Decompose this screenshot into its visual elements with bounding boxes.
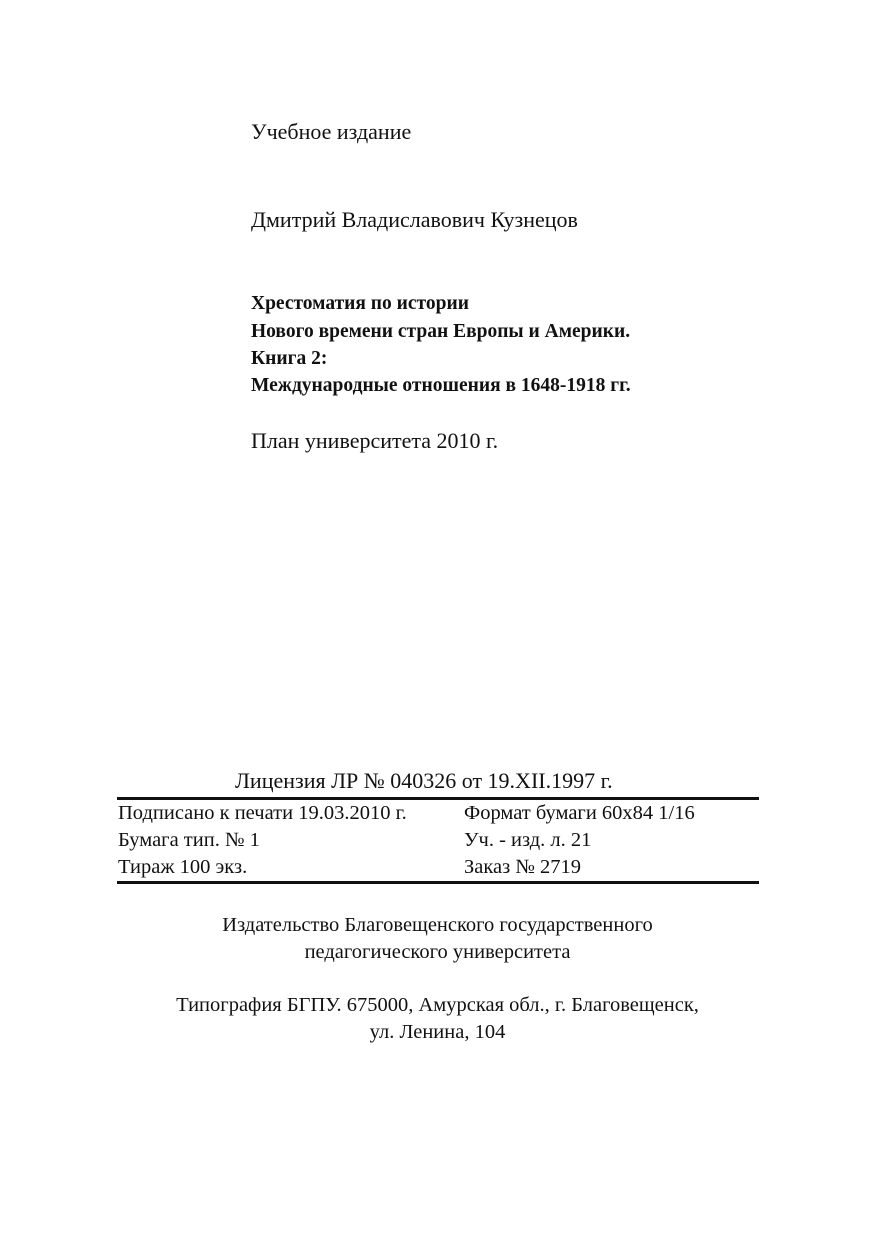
printing-house-line-1: Типография БГПУ. 675000, Амурская обл., г. Благовещенск, <box>176 994 699 1016</box>
title-line-1: Хрестоматия по истории <box>251 293 469 314</box>
printing-house-line-2: ул. Ленина, 104 <box>369 1021 506 1043</box>
author-name: Дмитрий Владиславович Кузнецов <box>251 207 578 232</box>
publisher-line-2: педагогического университета <box>304 941 571 963</box>
paper-format: Формат бумаги 60x84 1/16 <box>464 802 695 824</box>
title-line-2: Нового времени стран Европы и Америки. <box>251 321 631 342</box>
license-line: Лицензия ЛР № 040326 от 19.XII.1997 г. <box>235 768 613 793</box>
bottom-rule <box>117 881 759 884</box>
publishing-sheets: Уч. - изд. л. 21 <box>464 829 592 851</box>
publisher-line-1: Издательство Благовещенского государственного <box>222 914 653 936</box>
paper-type: Бумага тип. № 1 <box>118 829 260 851</box>
print-run: Тираж 100 экз. <box>118 856 248 878</box>
title-line-4: Международные отношения в 1648-1918 гг. <box>251 375 631 396</box>
title-line-3: Книга 2: <box>251 348 328 369</box>
top-rule <box>117 797 759 800</box>
university-plan: План университета 2010 г. <box>251 428 499 453</box>
signed-for-print: Подписано к печати 19.03.2010 г. <box>118 802 407 824</box>
order-number: Заказ № 2719 <box>464 856 582 878</box>
edition-type: Учебное издание <box>251 119 412 144</box>
